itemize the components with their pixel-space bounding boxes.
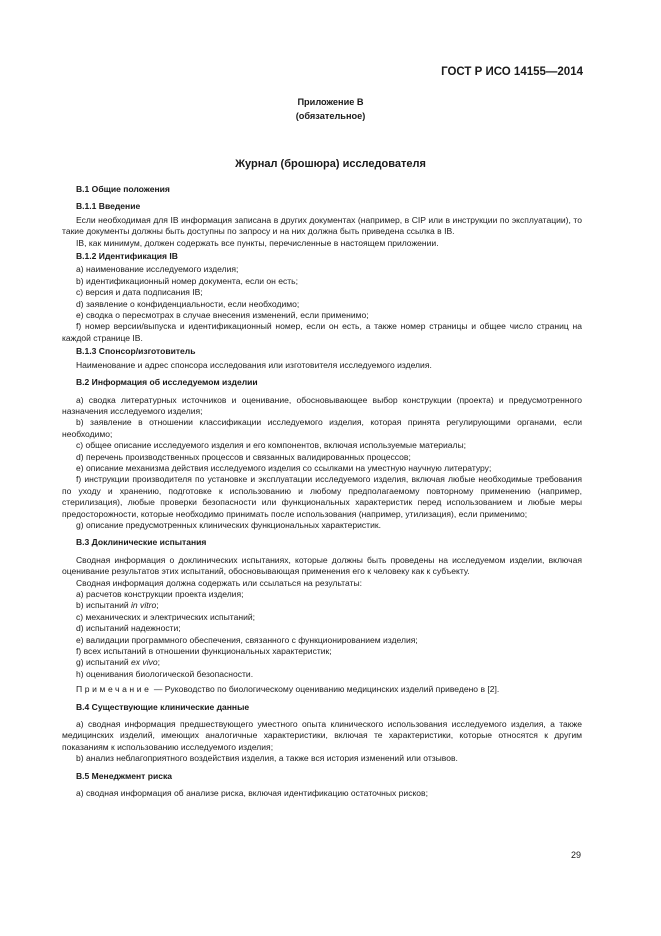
section-b4-heading: В.4 Существующие клинические данные	[76, 701, 250, 712]
note-label: Примечание	[76, 684, 152, 695]
note	[62, 684, 582, 695]
list-item-prefix: f)	[76, 646, 84, 657]
paragraph: Наименование и адрес спонсора исследования или изготовителя исследуемого изделия.	[76, 359, 432, 370]
section-b3-heading: В.3 Доклинические испытания	[76, 537, 207, 548]
list-item	[62, 612, 582, 623]
list-item	[62, 623, 582, 634]
appendix-title: Приложение В	[297, 97, 364, 107]
list-item: b) идентификационный номер документа, если он есть;	[76, 275, 298, 286]
list-item-text: испытаний	[85, 657, 132, 668]
list-item-prefix: c)	[76, 611, 86, 622]
note-text: — Руководство по биологическому оцениванию медицинских изделий приведено в [2].	[151, 684, 500, 695]
section-b1-heading: В.1 Общие положения	[76, 184, 170, 194]
appendix-subtitle: (обязательное)	[295, 111, 366, 121]
paragraph: Если необходимая для IB информация записана в других документах (например, в CIP или в инструкции по эксплуатации), то такие документы должны быть доступны по запросу и на них должна быть приведена ссылка в IB.	[62, 214, 582, 237]
list-item: e) описание механизма действия исследуемого изделия со ссылками на уместную научную литературу;	[76, 462, 492, 473]
list-item: d) заявление о конфиденциальности, если необходимо;	[76, 298, 300, 309]
document-body	[62, 184, 582, 800]
list-item	[62, 589, 582, 600]
list-item-prefix: b)	[76, 600, 86, 611]
list-item	[62, 646, 582, 657]
section-b13-heading: В.1.3 Спонсор/изготовитель	[76, 346, 196, 357]
section-b2-heading: В.2 Информация об исследуемом изделии	[76, 377, 258, 388]
paragraph: Сводная информация должна содержать или ссылаться на результаты:	[76, 577, 362, 588]
list-item-italic: in vitro	[131, 600, 157, 611]
list-item: g) описание предусмотренных клинических функциональных характеристик.	[76, 519, 381, 530]
list-item-text: испытаний	[85, 600, 132, 611]
list-item: a) сводная информация предшествующего уместного опыта клинического использования исследуемого изделия, а также медицинских изделий, имеющих аналогичные характеристики, включая те характеристики, которые относятся к другим показаниям к использованию исследуемого изделия;	[62, 719, 582, 752]
list-item: a) наименование исследуемого изделия;	[76, 264, 239, 275]
list-item	[62, 600, 582, 611]
document-title: Журнал (брошюра) исследователя	[235, 158, 426, 170]
list-item-text: всех испытаний в отношении функциональных характеристик;	[83, 646, 332, 657]
list-item-text: валидации программного обеспечения, связанного с функционированием изделия;	[85, 634, 418, 645]
list-item-suffix: ;	[156, 600, 159, 611]
page-number: 29	[570, 850, 581, 860]
list-item: d) перечень производственных процессов и связанных валидированных процессов;	[76, 451, 411, 462]
list-item: f) инструкции производителя по установке и эксплуатации исследуемого изделия, включая любые необходимые требования по уходу и хранению, подготовке к использованию и любому предполагаемому повторному применению (например, стерилизация), любые проверки безопасности или функциональных характеристик перед использованием и любые меры предосторожности, которые необходимо принимать после использования (например, утилизация), если применимо;	[62, 474, 582, 519]
list-item: f) номер версии/выпуска и идентификационный номер, если он есть, а также номер страницы и общее число страниц на каждой странице IB.	[62, 321, 582, 343]
list-item: a) сводная информация об анализе риска, включая идентификацию остаточных рисков;	[76, 788, 428, 799]
list-item: c) общее описание исследуемого изделия и его компонентов, включая используемые материалы;	[76, 440, 467, 451]
list-item-suffix: ;	[157, 657, 161, 668]
section-b11-heading: В.1.1 Введение	[76, 201, 141, 212]
list-item-text: расчетов конструкции проекта изделия;	[85, 589, 244, 599]
list-item-prefix: e)	[76, 634, 86, 645]
list-item-prefix: g)	[76, 657, 86, 668]
paragraph: IB, как минимум, должен содержать все пункты, перечисленные в настоящем приложении.	[76, 237, 439, 248]
standard-code: ГОСТ Р ИСО 14155—2014	[441, 66, 583, 78]
list-item-text: механических и электрических испытаний;	[85, 611, 256, 622]
section-b12-heading: В.1.2 Идентификация IB	[76, 251, 178, 262]
list-item	[62, 635, 582, 646]
list-item: b) заявление в отношении классификации исследуемого изделия, которая принята регулирующими органами, если необходимо;	[62, 417, 582, 439]
list-item	[62, 669, 582, 680]
section-b5-heading: В.5 Менеджмент риска	[76, 770, 173, 781]
list-item-text: оценивания биологической безопасности.	[85, 668, 254, 679]
list-item-italic: ex vivo	[131, 657, 158, 668]
list-item-prefix: d)	[76, 623, 86, 634]
list-item: c) версия и дата подписания IB;	[76, 287, 203, 298]
list-item	[62, 657, 582, 668]
list-item-text: испытаний надежности;	[85, 623, 181, 634]
paragraph: Сводная информация о доклинических испытаниях, которые должны быть проведены на исследуемом изделии, включая оценивание результатов этих испытаний, обосновывающая применения его к человеку как к субъекту.	[62, 554, 582, 577]
list-item: b) анализ неблагоприятного воздействия изделия, а также вся история изменений или отзывов.	[76, 753, 458, 764]
list-item-prefix: h)	[76, 668, 86, 679]
list-item: a) сводка литературных источников и оценивание, обосновывающее выбор конструкции (проекта) и предусмотренного назначения исследуемого изделия;	[62, 394, 582, 416]
list-item-prefix: a)	[76, 589, 86, 599]
appendix-heading	[0, 95, 661, 123]
list-item: e) сводка о пересмотрах в случае внесения изменений, если применимо;	[76, 310, 369, 321]
